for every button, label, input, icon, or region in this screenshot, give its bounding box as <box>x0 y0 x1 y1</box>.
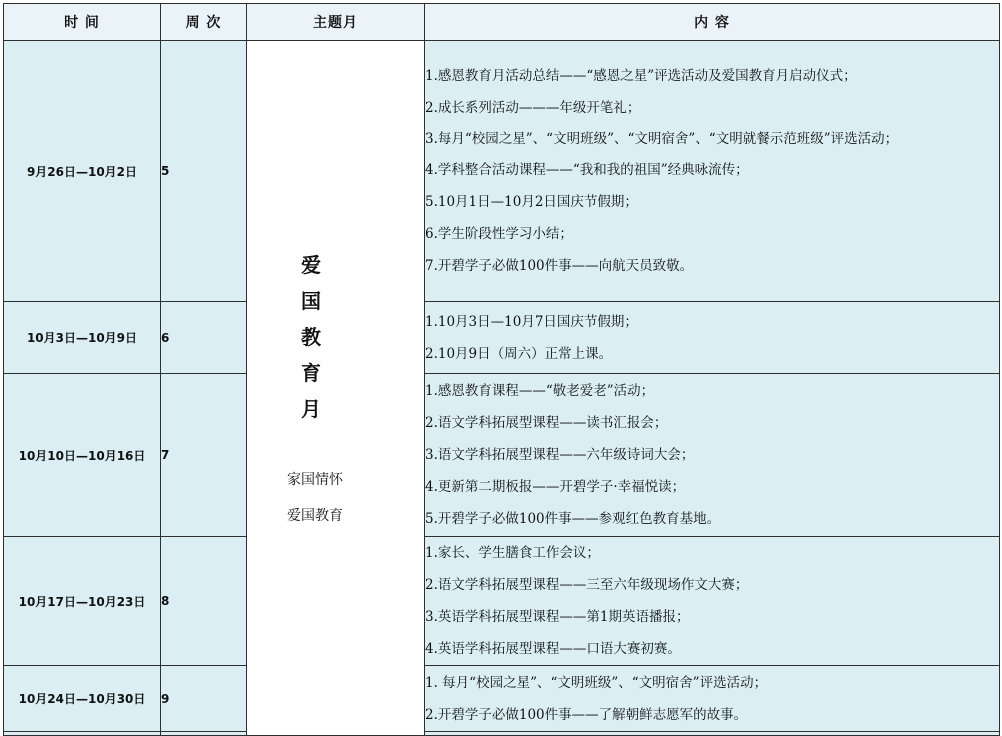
content-item: 2.开碧学子必做100件事——了解朝鲜志愿军的故事。 <box>425 706 748 723</box>
time-cell <box>4 732 161 736</box>
content-item: 3.英语学科拓展型课程——第1期英语播报； <box>425 609 690 625</box>
content-item: 2.10月9日（周六）正常上课。 <box>425 345 613 362</box>
header-time: 时 间 <box>4 4 161 41</box>
content-item: 4.学科整合活动课程——“我和我的祖国”经典咏流传； <box>425 162 749 178</box>
week-cell <box>161 732 247 736</box>
content-item: 2.成长系列活动———年级开笔礼； <box>425 100 641 116</box>
content-cell <box>425 666 1000 732</box>
header-row <box>4 4 1000 41</box>
content-item: 1.感恩教育课程——“敬老爱老”活动； <box>425 383 655 399</box>
content-cell <box>425 302 1000 374</box>
theme-char: 爱 <box>301 253 321 277</box>
time-cell: 10月17日—10月23日 <box>4 537 161 666</box>
time-cell: 10月3日—10月9日 <box>4 302 161 374</box>
theme-title <box>299 247 323 427</box>
table-row <box>4 732 1000 736</box>
header-theme: 主题月 <box>247 4 425 41</box>
theme-char: 育 <box>301 361 321 385</box>
content-item: 6.学生阶段性学习小结； <box>425 226 573 242</box>
content-item: 3.每月“校园之星”、“文明班级”、“文明宿舍”、“文明就餐示范班级”评选活动； <box>425 131 899 147</box>
week-cell: 6 <box>161 302 247 374</box>
theme-cell <box>247 41 425 736</box>
theme-subtitle: 爱国教育 <box>287 508 343 524</box>
content-item: 5.开碧学子必做100件事——参观红色教育基地。 <box>425 511 721 527</box>
content-item: 3.语文学科拓展型课程——六年级诗词大会； <box>425 447 695 463</box>
header-content: 内 容 <box>425 4 1000 41</box>
week-cell: 8 <box>161 537 247 666</box>
week-cell: 7 <box>161 374 247 537</box>
week-cell: 9 <box>161 666 247 732</box>
content-item: 1.10月3日—10月7日国庆节假期； <box>425 313 638 330</box>
schedule-table <box>3 3 1000 736</box>
content-cell <box>425 374 1000 537</box>
table-row <box>4 537 1000 666</box>
theme-char: 国 <box>301 289 321 313</box>
content-item: 2.语文学科拓展型课程——三至六年级现场作文大赛； <box>425 577 749 593</box>
content-cell <box>425 537 1000 666</box>
theme-char: 月 <box>301 397 321 421</box>
theme-subtitle: 家国情怀 <box>287 472 343 488</box>
content-cell <box>425 41 1000 302</box>
content-item: 5.10月1日—10月2日国庆节假期； <box>425 194 638 210</box>
content-item: 7.开碧学子必做100件事——向航天员致敬。 <box>425 258 694 274</box>
time-cell: 10月10日—10月16日 <box>4 374 161 537</box>
content-item: 1. 每月“校园之星”、“文明班级”、“文明宿舍”评选活动； <box>425 674 768 691</box>
time-cell: 10月24日—10月30日 <box>4 666 161 732</box>
content-item: 4.英语学科拓展型课程——口语大赛初赛。 <box>425 641 681 657</box>
header-week: 周 次 <box>161 4 247 41</box>
content-cell <box>425 732 1000 736</box>
table-row <box>4 374 1000 537</box>
content-item: 2.语文学科拓展型课程——读书汇报会； <box>425 415 668 431</box>
time-cell: 9月26日—10月2日 <box>4 41 161 302</box>
content-item: 1.感恩教育月活动总结——“感恩之星”评选活动及爱国教育月启动仪式； <box>425 68 857 84</box>
week-cell: 5 <box>161 41 247 302</box>
table-row <box>4 302 1000 374</box>
content-item: 4.更新第二期板报——开碧学子·幸福悦读； <box>425 479 686 495</box>
theme-char: 教 <box>301 325 321 349</box>
table-row <box>4 666 1000 732</box>
content-item: 1.家长、学生膳食工作会议； <box>425 545 600 561</box>
table-row <box>4 41 1000 302</box>
